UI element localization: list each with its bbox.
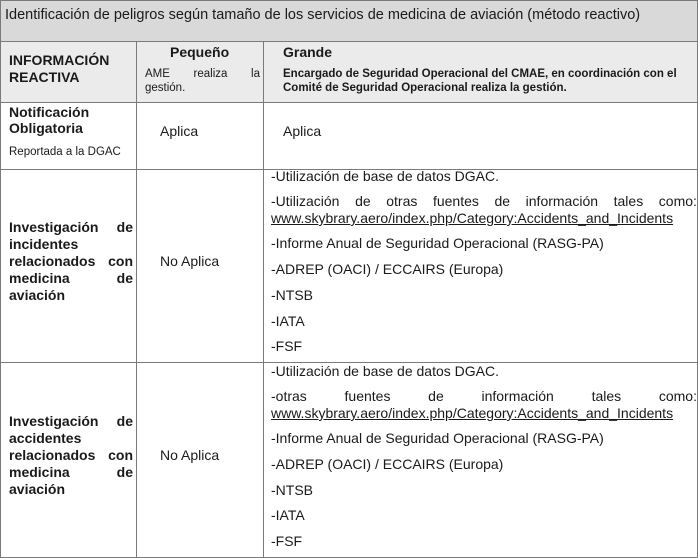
header-col1-line: INFORMACIÓN <box>9 52 110 68</box>
row1-sub: Reportada a la DGAC <box>9 146 121 158</box>
word: de <box>116 270 133 286</box>
row1-small: Aplica <box>160 123 199 139</box>
row1-large: Aplica <box>283 123 322 139</box>
word: información <box>525 193 599 209</box>
word: con <box>108 447 133 463</box>
row1-label <box>9 104 89 136</box>
word: con <box>108 253 133 269</box>
header-col-reactive-info <box>9 52 109 86</box>
row3-item: -IATA <box>271 507 305 523</box>
word: de <box>428 388 444 404</box>
row2-small: No Aplica <box>160 253 220 269</box>
word: Investigación <box>9 219 99 235</box>
divider <box>0 41 1 558</box>
row2-item: -NTSB <box>271 287 313 303</box>
word: como: <box>658 388 697 404</box>
word: relacionados <box>9 253 96 269</box>
word: medicina <box>9 464 70 480</box>
header-large-desc-line: Comité de Seguridad Operacional realiza la gestión. <box>283 82 567 94</box>
word: de <box>494 193 511 209</box>
row3-item: -Utilización de base de datos DGAC. <box>271 363 499 379</box>
divider <box>0 41 698 42</box>
label-line: incidentes <box>9 236 79 252</box>
header-col-small-title: Pequeño <box>170 44 230 60</box>
label-line: Notificación <box>9 104 90 120</box>
row2-label <box>9 219 133 304</box>
word: información <box>481 388 554 404</box>
word: AME <box>145 68 170 80</box>
divider <box>0 102 698 103</box>
word: fuentes <box>344 388 391 404</box>
word: de <box>116 464 133 480</box>
word: relacionados <box>9 447 96 463</box>
row3-small: No Aplica <box>160 447 220 463</box>
row2-item: -IATA <box>271 313 305 329</box>
header-large-desc-line: Encargado de Seguridad Operacional del CMAE, en coordinación con el <box>283 68 677 80</box>
word: fuentes <box>432 193 479 209</box>
label-line: accidentes <box>9 430 82 446</box>
row2-link[interactable]: www.skybrary.aero/index.php/Category:Accidents_and_Incidents <box>271 210 674 226</box>
word: medicina <box>9 270 70 286</box>
header-col-small-desc <box>145 67 260 95</box>
word: tales <box>591 388 622 404</box>
word: de <box>116 413 133 429</box>
word: Investigación <box>9 413 99 429</box>
row2-item: -Utilización de base de datos DGAC. <box>271 168 499 184</box>
header-small-desc-line: gestión. <box>145 82 186 94</box>
word: realiza <box>193 68 228 80</box>
row3-item: -NTSB <box>271 482 313 498</box>
table-title: Identificación de peligros según tamaño de los servicios de medicina de aviación (método reactivo) <box>0 0 698 41</box>
word: otras <box>386 193 418 209</box>
row3-item: -ADREP (OACI) / ECCAIRS (Europa) <box>271 456 504 472</box>
label-line: Obligatoria <box>9 120 83 136</box>
word: -Utilización <box>271 193 340 209</box>
row3-item: -FSF <box>271 533 303 549</box>
header-col-large-title: Grande <box>283 44 333 60</box>
divider <box>136 41 137 558</box>
word: tales <box>613 193 644 209</box>
row2-item <box>271 193 697 210</box>
label-line: aviación <box>9 287 66 303</box>
divider <box>263 41 264 558</box>
word: de <box>116 219 133 235</box>
header-col-large-desc <box>283 67 693 95</box>
word: como: <box>658 193 697 209</box>
word: -otras <box>271 388 307 404</box>
word: de <box>355 193 371 209</box>
row3-item <box>271 388 697 405</box>
label-line: aviación <box>9 481 66 497</box>
row2-item: -ADREP (OACI) / ECCAIRS (Europa) <box>271 261 504 277</box>
header-col1-line: REACTIVA <box>9 69 80 85</box>
word: la <box>251 68 260 80</box>
row3-item: -Informe Anual de Seguridad Operacional (RASG-PA) <box>271 430 604 446</box>
row3-link[interactable]: www.skybrary.aero/index.php/Category:Accidents_and_Incidents <box>271 405 674 421</box>
row2-item: -Informe Anual de Seguridad Operacional (RASG-PA) <box>271 235 604 251</box>
row3-label <box>9 413 133 498</box>
row2-item: -FSF <box>271 338 303 354</box>
